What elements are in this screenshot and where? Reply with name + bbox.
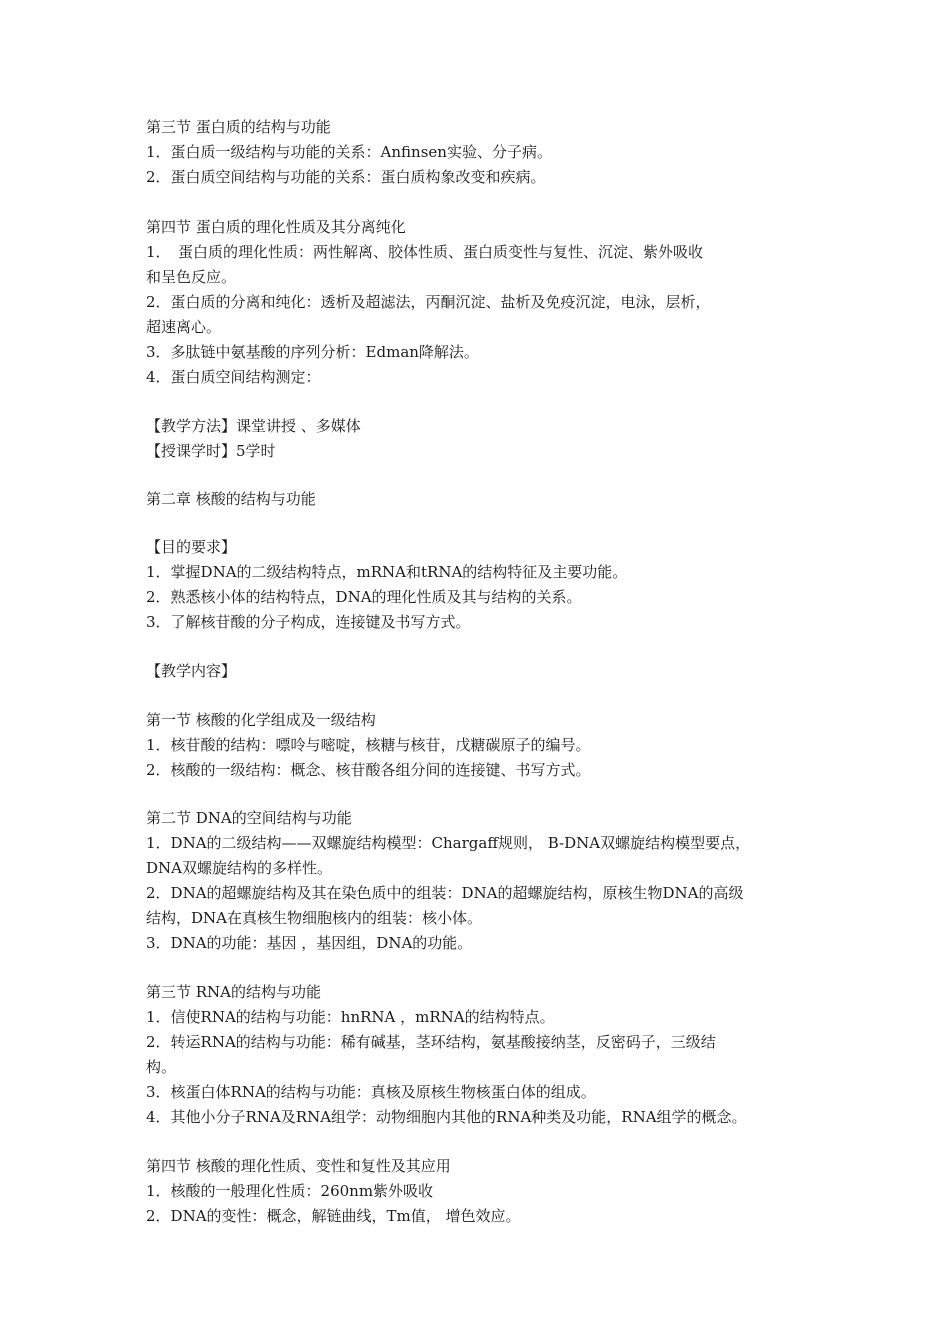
list-item: 2．蛋白质空间结构与功能的关系：蛋白质构象改变和疾病。 xyxy=(146,168,546,186)
list-item-continuation: 超速离心。 xyxy=(146,318,222,336)
teaching-hours: 【授课学时】5学时 xyxy=(146,442,276,460)
list-item: 1．掌握DNA的二级结构特点，mRNA和tRNA的结构特征及主要功能。 xyxy=(146,563,628,581)
list-item: 2．熟悉核小体的结构特点，DNA的理化性质及其与结构的关系。 xyxy=(146,588,582,606)
list-item: 2．核酸的一级结构：概念、核苷酸各组分间的连接键、书写方式。 xyxy=(146,761,591,779)
list-item-continuation: 结构，DNA在真核生物细胞核内的组装：核小体。 xyxy=(146,909,482,927)
list-item: 2．转运RNA的结构与功能：稀有碱基，茎环结构，氨基酸接纳茎，反密码子，三级结 xyxy=(146,1033,716,1051)
list-item: 1．DNA的二级结构——双螺旋结构模型：Chargaff规则， B-DNA双螺旋结构模型要点， xyxy=(146,834,751,852)
list-item: 1．核酸的一般理化性质：260nm紫外吸收 xyxy=(146,1182,434,1200)
list-item: 4．其他小分子RNA及RNA组学：动物细胞内其他的RNA种类及功能，RNA组学的概念。 xyxy=(146,1108,747,1126)
section-heading: 第四节 蛋白质的理化性质及其分离纯化 xyxy=(146,218,406,236)
list-item: 1．蛋白质一级结构与功能的关系：Anfinsen实验、分子病。 xyxy=(146,143,552,161)
list-item-continuation: DNA双螺旋结构的多样性。 xyxy=(146,859,332,877)
list-item-continuation: 构。 xyxy=(146,1058,177,1076)
list-item: 3．DNA的功能：基因 ，基因组，DNA的功能。 xyxy=(146,934,473,952)
list-item: 2．蛋白质的分离和纯化：透析及超滤法，丙酮沉淀、盐析及免疫沉淀，电泳，层析， xyxy=(146,293,711,311)
list-item: 1． 蛋白质的理化性质：两性解离、胶体性质、蛋白质变性与复性、沉淀、紫外吸收 xyxy=(146,243,704,261)
section-heading: 第三节 蛋白质的结构与功能 xyxy=(146,118,331,136)
list-item-continuation: 和呈色反应。 xyxy=(146,268,237,286)
section-heading: 第一节 核酸的化学组成及一级结构 xyxy=(146,711,376,729)
section-label: 【目的要求】 xyxy=(146,538,237,556)
section-label: 【教学内容】 xyxy=(146,662,237,680)
section-heading: 第三节 RNA的结构与功能 xyxy=(146,983,322,1001)
list-item: 1．核苷酸的结构：嘌呤与嘧啶，核糖与核苷，戊糖碳原子的编号。 xyxy=(146,736,591,754)
list-item: 1．信使RNA的结构与功能：hnRNA ，mRNA的结构特点。 xyxy=(146,1008,555,1026)
list-item: 2．DNA的变性：概念，解链曲线，Tm值， 增色效应。 xyxy=(146,1207,521,1225)
list-item: 3．了解核苷酸的分子构成，连接键及书写方式。 xyxy=(146,613,471,631)
section-heading: 第二节 DNA的空间结构与功能 xyxy=(146,809,352,827)
list-item: 4．蛋白质空间结构测定： xyxy=(146,368,321,386)
list-item: 2．DNA的超螺旋结构及其在染色质中的组装：DNA的超螺旋结构，原核生物DNA的高级 xyxy=(146,884,744,902)
teaching-method: 【教学方法】课堂讲授 、多媒体 xyxy=(146,417,361,435)
list-item: 3．核蛋白体RNA的结构与功能：真核及原核生物核蛋白体的组成。 xyxy=(146,1083,596,1101)
chapter-heading: 第二章 核酸的结构与功能 xyxy=(146,490,316,508)
list-item: 3．多肽链中氨基酸的序列分析：Edman降解法。 xyxy=(146,343,479,361)
section-heading: 第四节 核酸的理化性质、变性和复性及其应用 xyxy=(146,1157,451,1175)
